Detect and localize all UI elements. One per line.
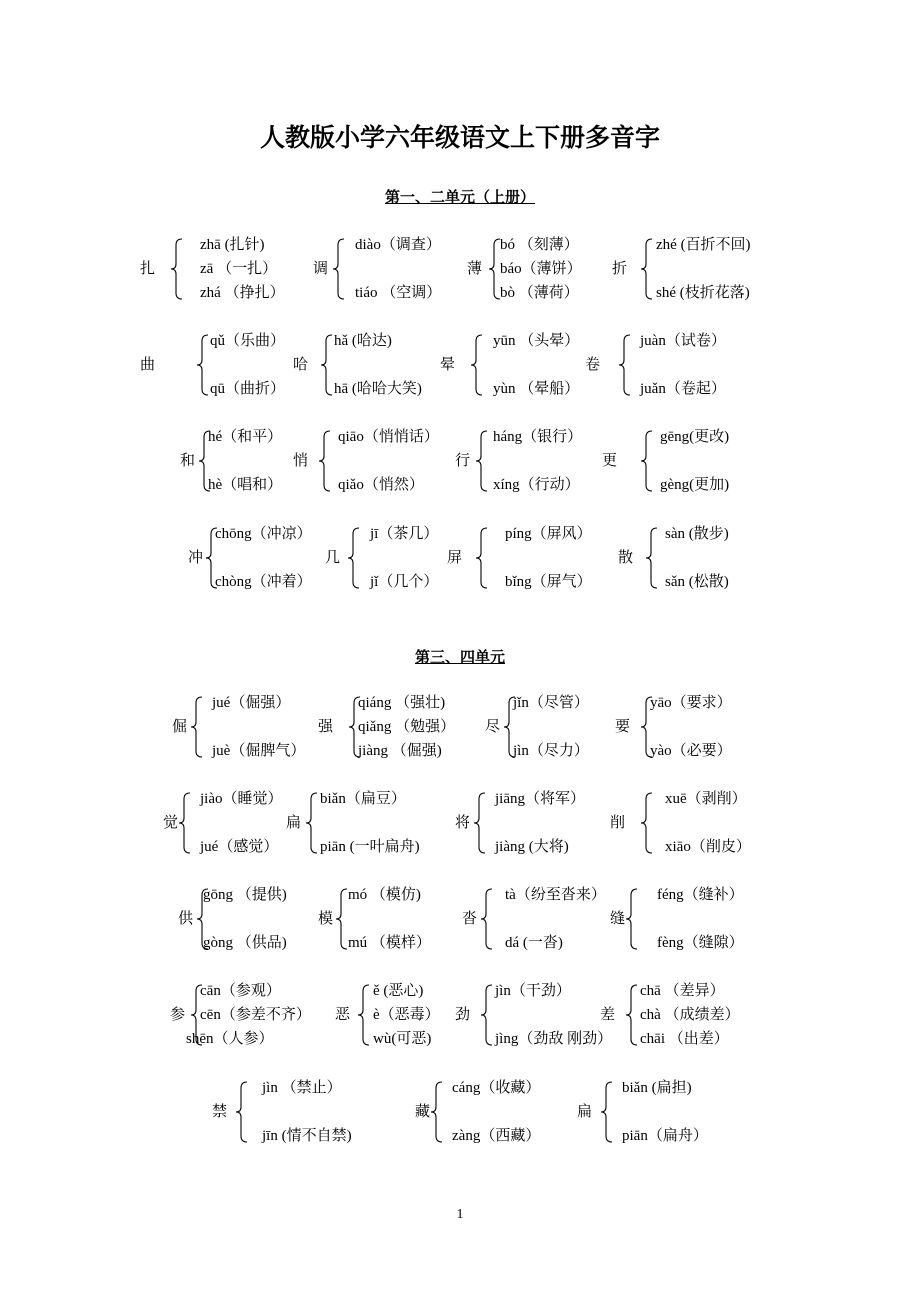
polyphone-character: 悄 [293,453,309,469]
reading-entry: gēng(更改) [660,429,730,445]
polyphone-character: 卷 [585,357,601,373]
polyphone-character: 薄 [467,261,483,277]
polyphone-character: 将 [455,815,471,831]
curly-brace-icon [357,984,371,1046]
document-title: 人教版小学六年级语文上下册多音字 [259,125,660,152]
reading-entry: yūn （头晕） [493,333,580,349]
polyphone-character: 散 [618,550,634,566]
polyphone-character: 更 [602,453,618,469]
reading-entry: jiāng（将军） [495,791,585,807]
polyphone-character: 劲 [455,1007,471,1023]
polyphone-character: 屏 [447,550,463,566]
reading-entry: gōng （提供) [203,887,287,903]
curly-brace-icon [178,792,192,854]
curly-brace-icon [475,430,489,492]
reading-entry: ě (恶心) [373,983,424,999]
reading-entry: xíng（行动） [493,477,580,493]
section-heading-2: 第三、四单元 [414,650,505,666]
curly-brace-icon [645,527,659,589]
reading-entry: mó （模仿) [348,887,421,903]
reading-entry: jī（茶几） [370,526,439,542]
reading-entry: jiào（睡觉） [200,791,283,807]
reading-entry: qiáng （强壮) [358,695,446,711]
curly-brace-icon [196,334,210,396]
polyphone-character: 供 [178,911,194,927]
reading-entry: báo（薄饼） [500,261,582,277]
reading-entry: biǎn (扁担) [622,1080,692,1096]
reading-entry: cáng（收藏） [452,1080,541,1096]
curly-brace-icon [305,792,319,854]
reading-entry: qiǎng （勉强） [358,719,456,735]
curly-brace-icon [618,334,632,396]
curly-brace-icon [640,238,654,300]
reading-entry: qǔ（乐曲） [210,333,286,349]
curly-brace-icon [347,527,361,589]
reading-entry: fèng（缝隙） [657,935,744,951]
reading-entry: jué（倔强） [212,695,291,711]
polyphone-character: 恶 [335,1007,351,1023]
curly-brace-icon [640,430,654,492]
polyphone-character: 冲 [188,550,204,566]
reading-entry: shēn（人参） [186,1031,274,1047]
polyphone-character: 扁 [577,1104,593,1120]
curly-brace-icon [480,984,494,1046]
reading-entry: hǎ (哈达) [334,333,392,349]
reading-entry: cēn（参差不齐） [200,1007,311,1023]
reading-entry: zhé (百折不回) [656,237,751,253]
section-heading-1: 第一、二单元（上册） [384,190,535,206]
curly-brace-icon [190,696,204,758]
reading-entry: gòng （供品) [203,935,287,951]
reading-entry: bò （薄荷） [500,285,579,301]
polyphone-character: 扁 [286,815,302,831]
reading-entry: mú （模样） [348,935,431,951]
reading-entry: jué（感觉） [200,839,279,855]
reading-entry: zhā (扎针) [200,237,265,253]
polyphone-character: 哈 [293,357,309,373]
reading-entry: bó （刻薄） [500,237,579,253]
polyphone-character: 扎 [140,261,156,277]
polyphone-character: 削 [610,815,626,831]
reading-entry: yào（必要） [650,743,732,759]
reading-entry: hè（唱和） [208,477,283,493]
polyphone-character: 调 [313,261,329,277]
curly-brace-icon [332,238,346,300]
polyphone-character: 缝 [610,911,626,927]
polyphone-character: 折 [612,261,628,277]
reading-entry: chā （差异） [640,983,725,999]
curly-brace-icon [475,527,489,589]
curly-brace-icon [170,238,184,300]
reading-entry: juǎn（卷起） [640,381,726,397]
reading-entry: jìng（劲敌 刚劲） [495,1031,613,1047]
polyphone-character: 强 [318,719,334,735]
reading-entry: jiàng (大将) [495,839,569,855]
reading-entry: jìn （禁止） [262,1080,342,1096]
curly-brace-icon [430,1081,444,1143]
reading-entry: xuē（剥削） [665,791,747,807]
curly-brace-icon [640,792,654,854]
curly-brace-icon [600,1081,614,1143]
reading-entry: féng（缝补） [657,887,744,903]
curly-brace-icon [473,792,487,854]
reading-entry: cān（参观） [200,983,281,999]
reading-entry: wù(可恶) [373,1031,432,1047]
reading-entry: juè（倔脾气） [212,743,306,759]
reading-entry: zàng（西藏） [452,1128,541,1144]
reading-entry: qiāo（悄悄话） [338,429,439,445]
polyphone-character: 行 [455,453,471,469]
curly-brace-icon [335,888,349,950]
reading-entry: yùn （晕船） [493,381,580,397]
reading-entry: shé (枝折花落) [656,285,750,301]
reading-entry: tà（纷至沓来） [505,887,606,903]
reading-entry: chōng（冲凉） [215,526,312,542]
curly-brace-icon [235,1081,249,1143]
curly-brace-icon [625,984,639,1046]
reading-entry: zhá （挣扎） [200,285,285,301]
reading-entry: diào（调查） [355,237,441,253]
reading-entry: chāi （出差） [640,1031,729,1047]
curly-brace-icon [470,334,484,396]
polyphone-character: 差 [600,1007,616,1023]
polyphone-character: 藏 [415,1104,431,1120]
polyphone-character: 沓 [462,911,478,927]
polyphone-character: 曲 [140,357,156,373]
reading-entry: jìn（尽力） [513,743,589,759]
reading-entry: háng（银行） [493,429,583,445]
polyphone-character: 倔 [172,719,188,735]
reading-entry: zā （一扎） [200,261,278,277]
curly-brace-icon [320,334,334,396]
reading-entry: juàn（试卷） [640,333,726,349]
reading-entry: qū（曲折） [210,381,286,397]
reading-entry: jiàng （倔强) [358,743,442,759]
reading-entry: tiáo （空调） [355,285,442,301]
reading-entry: xiāo（削皮） [665,839,751,855]
reading-entry: piān（扁舟） [622,1128,708,1144]
polyphone-character: 晕 [440,357,456,373]
polyphone-character: 尽 [485,719,501,735]
reading-entry: chòng（冲着） [215,574,312,590]
reading-entry: jìn（干劲） [495,983,571,999]
polyphone-character: 和 [180,453,196,469]
curly-brace-icon [625,888,639,950]
page-number: 1 [456,1207,464,1222]
reading-entry: hā (哈哈大笑) [334,381,422,397]
reading-entry: sàn (散步) [665,526,729,542]
reading-entry: yāo（要求） [650,695,732,711]
reading-entry: chà （成绩差） [640,1007,740,1023]
reading-entry: piān (一叶扁舟) [320,839,420,855]
polyphone-character: 禁 [212,1104,228,1120]
reading-entry: sǎn (松散) [665,574,729,590]
polyphone-character: 模 [318,911,334,927]
reading-entry: biǎn（扁豆） [320,791,406,807]
reading-entry: píng（屏风） [505,526,592,542]
reading-entry: gèng(更加) [660,477,730,493]
reading-entry: bǐng（屏气） [505,574,592,590]
polyphone-character: 几 [325,550,341,566]
reading-entry: jǐ（几个） [370,574,439,590]
curly-brace-icon [480,888,494,950]
reading-entry: è（恶毒） [373,1007,440,1023]
reading-entry: dá (一沓) [505,935,563,951]
reading-entry: jīn (情不自禁) [262,1128,352,1144]
reading-entry: jǐn（尽管） [513,695,589,711]
curly-brace-icon [318,430,332,492]
reading-entry: qiǎo（悄然） [338,477,424,493]
polyphone-character: 参 [170,1007,186,1023]
reading-entry: hé（和平） [208,429,283,445]
polyphone-character: 要 [615,719,631,735]
polyphone-character: 觉 [163,815,179,831]
